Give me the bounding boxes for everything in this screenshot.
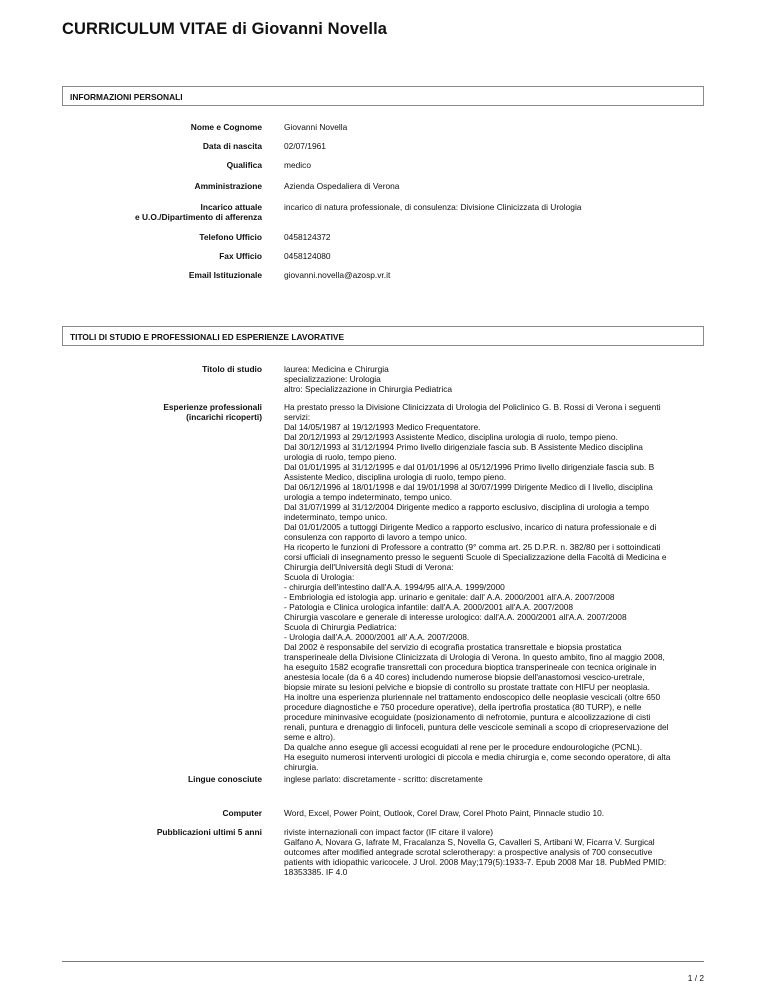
value-pubblicazioni [284, 827, 704, 877]
esperienze-line: seme e altro). [284, 732, 336, 742]
esperienze-line: Dal 31/07/1999 al 31/12/2004 Dirigente medico a rapporto esclusivo, disciplina di urologia a tempo [284, 502, 650, 512]
esperienze-line: - Urologia dall'A.A. 2000/2001 all' A.A. 2007/2008. [284, 632, 470, 642]
label-fax: Fax Ufficio [219, 251, 262, 261]
esperienze-line: anestesia locale (da 6 a 40 cores) includendo numerose biopsie dell'anastomosi vescico-uretrale, [284, 672, 645, 682]
footer-divider [62, 961, 704, 962]
titolo-line: specializzazione: Urologia [284, 374, 381, 384]
value-amministrazione: Azienda Ospedaliera di Verona [284, 181, 400, 191]
esperienze-line: Dal 14/05/1987 al 19/12/1993 Medico Frequentatore. [284, 422, 481, 432]
label-titolo-studio: Titolo di studio [202, 364, 262, 374]
titolo-line: altro: Specializzazione in Chirurgia Pediatrica [284, 384, 453, 394]
label-incarico-line-2: e U.O./Dipartimento di afferenza [134, 212, 262, 222]
esperienze-line: Dal 06/12/1996 al 18/01/1998 e dal 19/01/1998 al 30/07/1999 Dirigente Medico di I livello, disciplina [284, 482, 653, 492]
label-qualifica: Qualifica [226, 160, 262, 170]
esperienze-line: corsi ufficiali di insegnamento presso le seguenti Scuole di Specializzazione della Facoltà di Medicina e [284, 552, 667, 562]
esperienze-line: Chirurgia dell'Università degli Studi di Verona: [284, 562, 454, 572]
esperienze-line: biopsie mirate su lesioni pelviche e biopsie di controllo su prostate trattate con HIFU per neoplasia. [284, 682, 650, 692]
titolo-line: laurea: Medicina e Chirurgia [284, 364, 389, 374]
esperienze-line: indeterminato, tempo unico. [284, 512, 388, 522]
pubblicazioni-line: outcomes after modified antegrade scrotal sclerotherapy: a prospective analysis of 700 consecutive [284, 847, 653, 857]
esperienze-line: Ha inoltre una esperienza pluriennale nel trattamento endoscopico delle neoplasie vescicali (oltre 650 [284, 692, 661, 702]
pubblicazioni-line: patients with idiopathic varicocele. J Urol. 2008 May;179(5):1933-7. Epub 2008 Mar 18. PubMed PMID: [284, 857, 667, 867]
esperienze-line: Dal 30/12/1993 al 31/12/1994 Primo livello dirigenziale fascia sub. B Assistente Medico disciplina [284, 442, 643, 452]
esperienze-line: Ha ricoperto le funzioni di Professore a contratto (9° comma art. 25 D.P.R. n. 382/80 per i sottoindicati [284, 542, 661, 552]
esperienze-line: Dal 01/01/1995 al 31/12/1995 e dal 01/01/1996 al 05/12/1996 Primo livello dirigenziale fascia sub. B [284, 462, 655, 472]
label-data-nascita: Data di nascita [202, 141, 262, 151]
label-incarico [135, 202, 262, 222]
pubblicazioni-line: Galfano A, Novara G, Iafrate M, Fracalanza S, Novella G, Cavalleri S, Artibani W, Ficarra V. Surgical [284, 837, 655, 847]
esperienze-line: Chirurgia vascolare e generale di interesse urologico: dall'A.A. 2000/2001 all'A.A. 2007/2008 [284, 612, 627, 622]
value-fax: 0458124080 [284, 251, 331, 261]
value-email: giovanni.novella@azosp.vr.it [284, 270, 391, 280]
label-computer: Computer [222, 808, 262, 818]
esperienze-line: renali, puntura e drenaggio di linfoceli, puntura delle vescicole seminali a scopo di criopreservazione del [284, 722, 669, 732]
esperienze-line: transperineale della Divisione Clinicizzata di Urologia di Verona. In questo ambito, fino al maggio 2008, [284, 652, 665, 662]
esperienze-line: - Embriologia ed istologia app. urinario e genitale: dall' A.A. 2000/2001 all'A.A. 2007/2008 [284, 592, 615, 602]
esperienze-line: - Patologia e Clinica urologica infantile: dall'A.A. 2000/2001 all'A.A. 2007/2008 [284, 602, 574, 612]
value-telefono: 0458124372 [284, 232, 331, 242]
section-header-education: TITOLI DI STUDIO E PROFESSIONALI ED ESPERIENZE LAVORATIVE [62, 326, 704, 346]
esperienze-line: Dal 20/12/1993 al 29/12/1993 Assistente Medico, disciplina urologia di ruolo, tempo pieno. [284, 432, 618, 442]
pubblicazioni-line: riviste internazionali con impact factor (IF citare il valore) [284, 827, 493, 837]
esperienze-line: procedure mininvasive ecoguidate (posizionamento di nefrotomie, puntura e alcoolizzazione di cisti [284, 712, 651, 722]
esperienze-line: urologia di ruolo, tempo pieno. [284, 452, 397, 462]
label-email: Email Istituzionale [188, 270, 262, 280]
esperienze-line: urologia a tempo indeterminato, tempo unico. [284, 492, 453, 502]
value-nome: Giovanni Novella [284, 122, 348, 132]
value-titolo-studio [284, 364, 704, 394]
esperienze-line: Ha prestato presso la Divisione Clinicizzata di Urologia del Policlinico G. B. Rossi di Verona i seguenti [284, 402, 661, 412]
value-qualifica: medico [284, 160, 311, 170]
label-pubblicazioni: Pubblicazioni ultimi 5 anni [156, 827, 262, 837]
esperienze-line: Assistente Medico, disciplina urologia di ruolo, tempo pieno. [284, 472, 507, 482]
esperienze-line: - chirurgia dell'intestino dall'A.A. 1994/95 all'A.A. 1999/2000 [284, 582, 505, 592]
pubblicazioni-line: 18353385. IF 4.0 [284, 867, 348, 877]
esperienze-line: Ha eseguito numerosi interventi urologici di piccola e media chirurgia e, come secondo operatore, di alta [284, 752, 671, 762]
esperienze-line: consulenza con rapporto di lavoro a tempo unico. [284, 532, 467, 542]
label-esperienze-line-2: (incarichi ricoperti) [186, 412, 262, 422]
esperienze-line: Dal 2002 è responsabile del servizio di ecografia prostatica transrettale e biopsia prostatica [284, 642, 622, 652]
esperienze-line: Scuola di Urologia: [284, 572, 355, 582]
label-nome: Nome e Cognome [190, 122, 262, 132]
label-amministrazione: Amministrazione [194, 181, 262, 191]
esperienze-line: Da qualche anno esegue gli accessi ecoguidati al rene per le procedure endourologiche (PCNL). [284, 742, 643, 752]
value-data-nascita: 02/07/1961 [284, 141, 326, 151]
esperienze-line: chirurgia. [284, 762, 319, 772]
page-title: CURRICULUM VITAE di Giovanni Novella [62, 20, 388, 38]
section-header-personal: INFORMAZIONI PERSONALI [62, 86, 704, 106]
label-esperienze-line-1: Esperienze professionali [163, 402, 262, 412]
value-computer: Word, Excel, Power Point, Outlook, Corel Draw, Corel Photo Paint, Pinnacle studio 10. [284, 808, 605, 818]
label-incarico-line-1: Incarico attuale [200, 202, 262, 212]
page-number: 1 / 2 [687, 973, 704, 983]
esperienze-line: Scuola di Chirurgia Pediatrica: [284, 622, 397, 632]
label-lingue: Lingue conosciute [188, 774, 262, 784]
esperienze-line: Dal 01/01/2005 a tuttoggi Dirigente Medico a rapporto esclusivo, incarico di natura professionale e di [284, 522, 657, 532]
esperienze-line: procedure diagnostiche e 750 procedure operative), della ipertrofia prostatica (80 TURP), e nelle [284, 702, 642, 712]
value-esperienze [284, 402, 704, 772]
label-telefono: Telefono Ufficio [199, 232, 262, 242]
esperienze-line: servizi: [284, 412, 311, 422]
value-lingue: inglese parlato: discretamente - scritto: discretamente [284, 774, 483, 784]
esperienze-line: ha eseguito 1582 ecografie transrettali con procedura bioptica transperineale con tecnica originale in [284, 662, 657, 672]
value-incarico: incarico di natura professionale, di consulenza: Divisione Clinicizzata di Urologia [284, 202, 582, 212]
label-esperienze [163, 402, 262, 422]
